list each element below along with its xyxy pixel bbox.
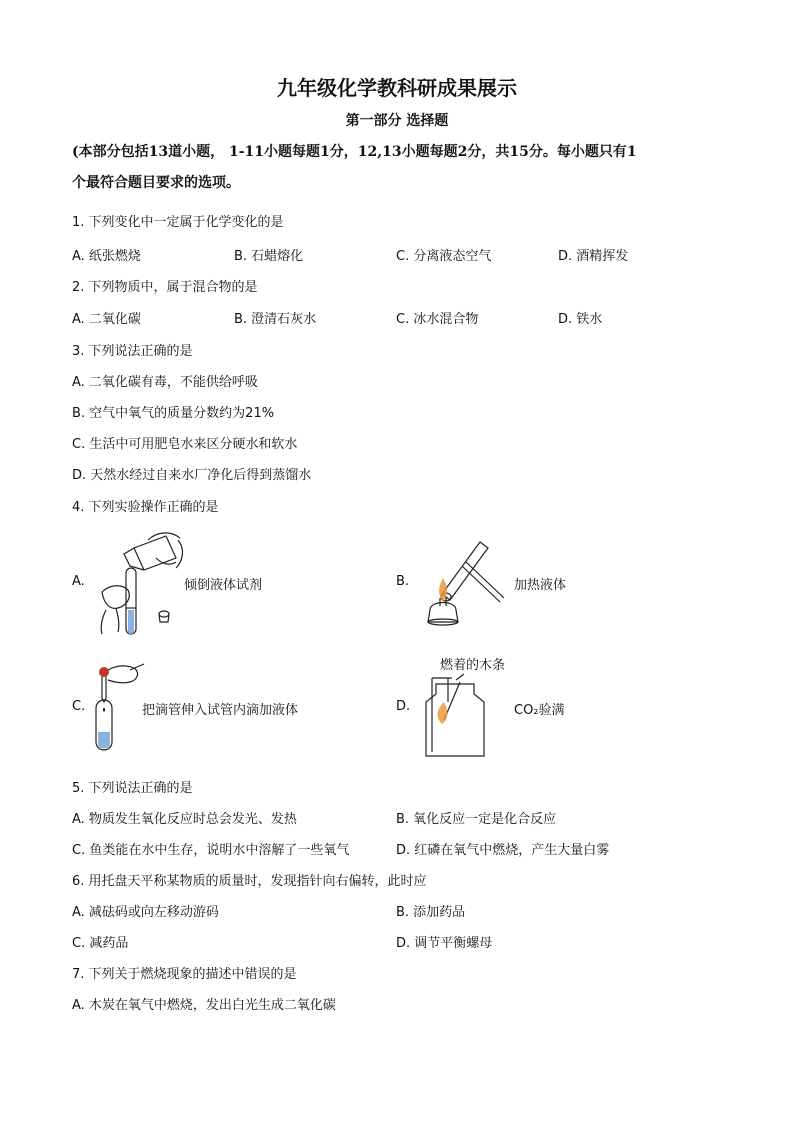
question-2-stem: 2. 下列物质中，属于混合物的是	[72, 280, 258, 295]
pouring-liquid-illustration	[96, 528, 188, 640]
question-6-stem: 6. 用托盘天平称某物质的质量时，发现指针向右偏转，此时应	[72, 874, 427, 889]
question-1-option-b: B. 石蜡熔化	[234, 249, 304, 264]
question-3-option-d: D. 天然水经过自来水厂净化后得到蒸馏水	[72, 468, 312, 483]
section-intro-line-1: (本部分包括13道小题， 1-11小题每题1分，12,13小题每题2分，共15分。每小题只有1	[72, 144, 637, 160]
question-5-option-b: B. 氧化反应一定是化合反应	[396, 812, 557, 827]
question-2-option-b: B. 澄清石灰水	[234, 312, 317, 327]
question-4-option-c-caption: 把滴管伸入试管内滴加液体	[142, 703, 299, 718]
question-2-option-c: C. 冰水混合物	[396, 312, 479, 327]
question-5-stem: 5. 下列说法正确的是	[72, 781, 193, 796]
question-2-option-a: A. 二氧化碳	[72, 312, 141, 327]
question-1-option-a: A. 纸张燃烧	[72, 249, 141, 264]
co2-test-bottle-illustration	[420, 672, 492, 760]
question-5-option-a: A. 物质发生氧化反应时总会发光、发热	[72, 812, 297, 827]
question-5-option-c: C. 鱼类能在水中生存，说明水中溶解了一些氧气	[72, 843, 350, 858]
question-1-option-d: D. 酒精挥发	[558, 249, 629, 264]
question-6-option-b: B. 添加药品	[396, 905, 466, 920]
question-6-option-d: D. 调节平衡螺母	[396, 936, 493, 951]
question-4-option-a-caption: 倾倒液体试剂	[184, 578, 263, 593]
question-2-option-d: D. 铁水	[558, 312, 603, 327]
question-3-stem: 3. 下列说法正确的是	[72, 344, 193, 359]
question-1-stem: 1. 下列变化中一定属于化学变化的是	[72, 215, 284, 230]
question-4-option-b-letter: B.	[396, 574, 410, 589]
question-4-stem: 4. 下列实验操作正确的是	[72, 500, 219, 515]
page-title: 九年级化学教科研成果展示	[277, 76, 517, 100]
question-5-option-d: D. 红磷在氧气中燃烧，产生大量白雾	[396, 843, 610, 858]
question-4-option-d-caption: CO₂验满	[514, 703, 565, 718]
heating-liquid-illustration	[422, 532, 514, 628]
question-7-stem: 7. 下列关于燃烧现象的描述中错误的是	[72, 967, 297, 982]
question-4-option-c-letter: C.	[72, 699, 86, 714]
question-4-option-b-caption: 加热液体	[514, 578, 567, 593]
question-6-option-c: C. 减药品	[72, 936, 129, 951]
question-4-option-a-letter: A.	[72, 574, 85, 589]
question-3-option-a: A. 二氧化碳有毒，不能供给呼吸	[72, 375, 258, 390]
question-6-option-a: A. 减砝码或向左移动游码	[72, 905, 219, 920]
question-4-option-d-letter: D.	[396, 699, 411, 714]
question-3-option-c: C. 生活中可用肥皂水来区分硬水和软水	[72, 437, 298, 452]
question-7-option-a: A. 木炭在氧气中燃烧，发出白光生成二氧化碳	[72, 998, 336, 1013]
question-3-option-b: B. 空气中氧气的质量分数约为21%	[72, 406, 275, 421]
dropper-in-tube-illustration	[90, 658, 146, 754]
section-title: 第一部分 选择题	[345, 113, 449, 129]
question-1-option-c: C. 分离液态空气	[396, 249, 492, 264]
question-4-option-d-label: 燃着的木条	[440, 658, 506, 673]
section-intro-line-2: 个最符合题目要求的选项。	[72, 175, 240, 191]
